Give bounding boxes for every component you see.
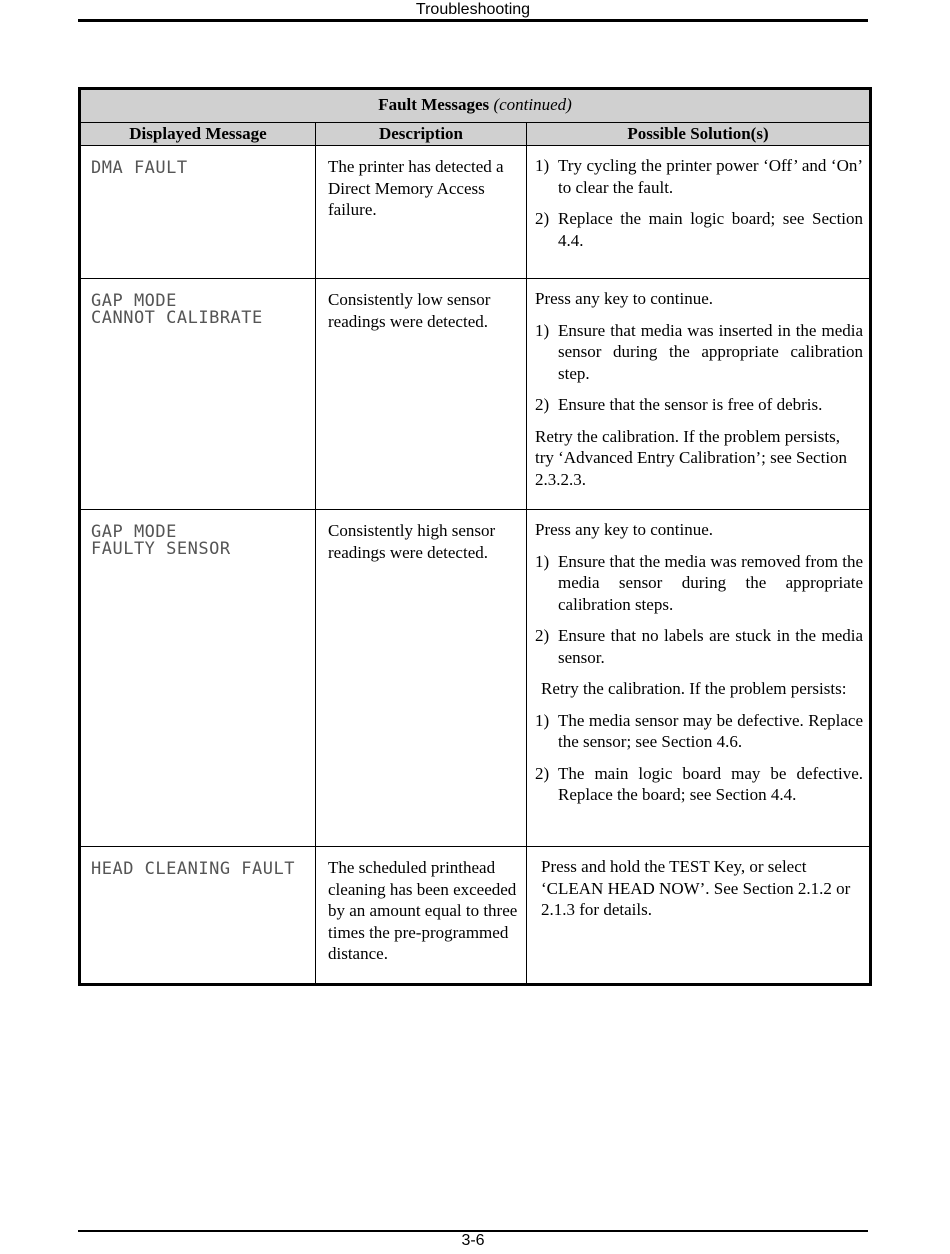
- solution-step: [535, 320, 863, 385]
- solution-text: Press any key to continue.: [535, 520, 713, 539]
- description: The scheduled printhead cleaning has been exceeded by an amount equal to three times the pre-programmed distance.: [316, 847, 527, 985]
- description: Consistently low sensor readings were detected.: [316, 279, 527, 510]
- table-caption-suffix: (continued): [493, 95, 572, 114]
- step-number: 1): [535, 551, 550, 571]
- table-row: [80, 510, 871, 847]
- solution-text: Press and hold the TEST Key, or select ‘CLEAN HEAD NOW’. See Section 2.1.2 or 2.1.3 for details.: [541, 857, 851, 919]
- solution-text: Retry the calibration. If the problem persists:: [541, 679, 847, 698]
- solution-steps: [535, 710, 863, 806]
- step-text: Ensure that the sensor is free of debris.: [558, 395, 823, 414]
- step-text: Ensure that media was inserted in the media sensor during the appropriate calibration step.: [558, 320, 864, 383]
- page-number: 3-6: [461, 1232, 485, 1249]
- step-number: 1): [535, 156, 550, 175]
- table-row: [80, 279, 871, 510]
- step-text: Ensure that the media was removed from the media sensor during the appropriate calibration steps.: [558, 551, 864, 614]
- step-number: 2): [535, 763, 550, 783]
- solution-text: Press any key to continue.: [535, 289, 713, 308]
- step-text: The media sensor may be defective. Replace the sensor; see Section 4.6.: [558, 710, 864, 751]
- solution-steps: [535, 155, 863, 251]
- displayed-message: GAP MODE CANNOT CALIBRATE: [80, 279, 316, 510]
- possible-solutions: [527, 847, 871, 985]
- step-number: 2): [535, 395, 550, 414]
- table-caption: [80, 89, 871, 123]
- displayed-message: GAP MODE FAULTY SENSOR: [80, 510, 316, 847]
- table-caption-title: Fault Messages: [378, 95, 490, 114]
- solution-step: [535, 625, 863, 668]
- step-number: 1): [535, 710, 550, 730]
- running-header: Troubleshooting: [78, 0, 868, 22]
- table-row: [80, 847, 871, 985]
- displayed-message: DMA FAULT: [80, 146, 316, 279]
- possible-solutions: [527, 510, 871, 847]
- possible-solutions: [527, 146, 871, 279]
- description: The printer has detected a Direct Memory Access failure.: [316, 146, 527, 279]
- possible-solutions: [527, 279, 871, 510]
- solution-text: Retry the calibration. If the problem persists, try ‘Advanced Entry Calibration’; see Section 2.3.2.3.: [535, 426, 848, 489]
- description: Consistently high sensor readings were detected.: [316, 510, 527, 847]
- column-header-displayed-message: Displayed Message: [80, 123, 316, 146]
- solution-step: [535, 394, 863, 416]
- fault-messages-table: [78, 87, 872, 986]
- step-text: Ensure that no labels are stuck in the media sensor.: [558, 626, 864, 667]
- solution-step: [535, 208, 863, 251]
- step-text: Try cycling the printer power ‘Off’ and ‘On’ to clear the fault.: [558, 156, 864, 197]
- step-number: 2): [535, 626, 550, 645]
- step-text: The main logic board may be defective. Replace the board; see Section 4.4.: [558, 763, 864, 804]
- step-number: 2): [535, 209, 550, 228]
- step-text: Replace the main logic board; see Section 4.4.: [558, 209, 864, 250]
- solution-step: [535, 551, 863, 616]
- displayed-message: HEAD CLEANING FAULT: [80, 847, 316, 985]
- solution-steps: [535, 320, 863, 416]
- step-number: 1): [535, 320, 550, 340]
- solution-step: [535, 155, 863, 198]
- solution-step: [535, 710, 863, 753]
- table-row: [80, 146, 871, 279]
- solution-step: [535, 763, 863, 806]
- column-header-possible-solutions: Possible Solution(s): [527, 123, 871, 146]
- column-header-description: Description: [316, 123, 527, 146]
- solution-steps: [535, 551, 863, 669]
